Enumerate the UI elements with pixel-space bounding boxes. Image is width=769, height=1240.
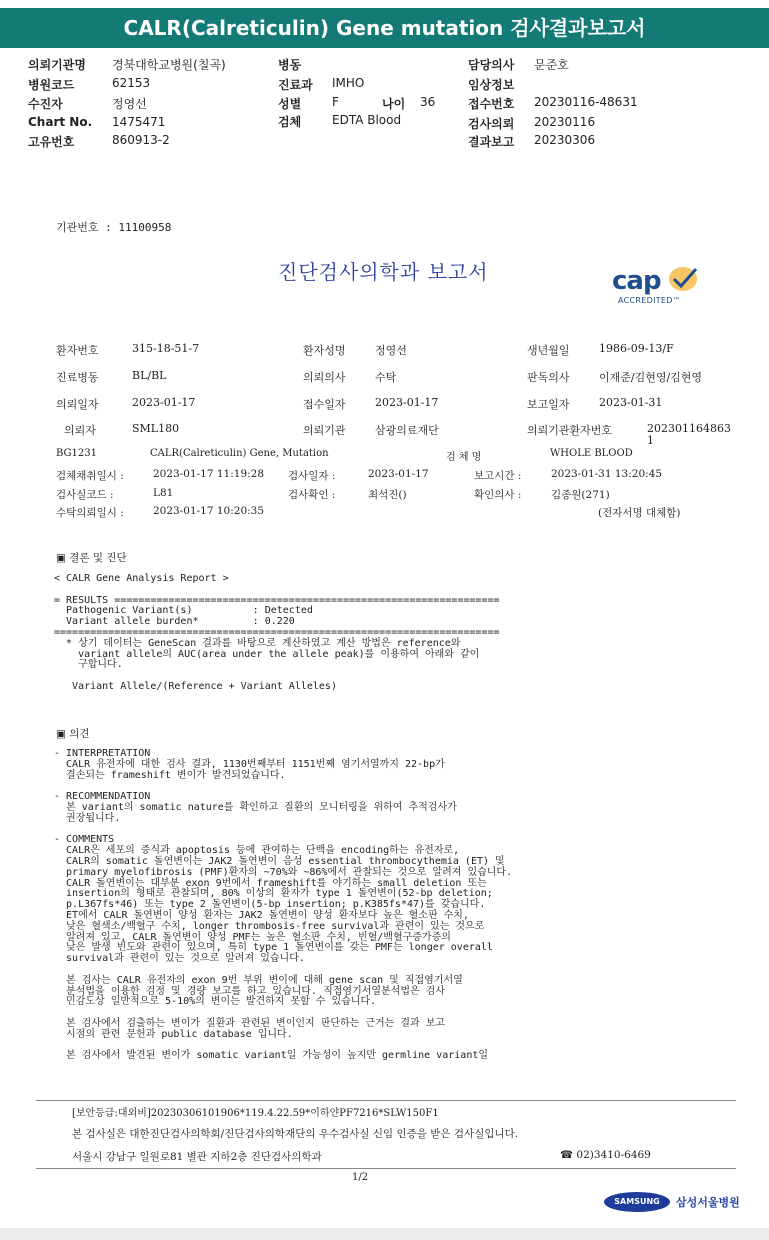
header-key: 수진자 [28, 97, 63, 111]
result-body: < CALR Gene Analysis Report > = RESULTS ================================================================ Pathogenic Variant(s) : Detected Variant allele burden* : 0.220 ========================================================================== * 상기 데이터는 GeneScan 결과를 바탕으로 계산하였고 계산 방법은 reference와 variant allele의 AUC(area under the allele peak)를 이용하여 아래와 같이 구합니다. Variant Allele/(Reference + Variant Alleles) [54, 573, 500, 692]
patient-field: 의뢰의사 [303, 371, 346, 384]
header-value: 860913-2 [112, 133, 170, 147]
lab-phone: ☎ 02)3410-6469 [560, 1149, 651, 1161]
header-value: 62153 [112, 75, 151, 90]
lab-field: 2023-01-17 11:19:28 [153, 468, 265, 480]
lab-field: 검사실코드 : [56, 489, 114, 501]
header-key: 담당의사 [468, 58, 515, 72]
samsung-hospital-logo [604, 1188, 744, 1218]
test-name: CALR(Calreticulin) Gene, Mutation [150, 448, 329, 459]
lab-field: L81 [153, 487, 174, 499]
header-key: 검체 [278, 115, 302, 129]
header-key: 고유번호 [28, 135, 75, 149]
security-line: [보안등급:대외비]20230306101906*119.4.22.59*이하얀PF7216*SLW150F1 [72, 1108, 439, 1119]
header-key: 나이 [382, 97, 406, 111]
lab-field: 2023-01-31 13:20:45 [551, 468, 663, 480]
patient-field: 의뢰일자 [56, 398, 99, 411]
header-value: F [332, 95, 339, 109]
patient-field: 진료병동 [56, 371, 99, 384]
header-value: EDTA Blood [332, 113, 402, 127]
patient-field: 2023-01-31 [599, 396, 663, 409]
patient-field: 의뢰기관환자번호 [527, 424, 613, 437]
patient-field: 1986-09-13/F [599, 342, 674, 355]
e-signature-note: (전자서명 대체함) [598, 507, 681, 519]
header-key: Chart No. [28, 115, 93, 129]
page-bottom-edge [0, 1228, 769, 1240]
header-value: 경북대학교병원(칠곡) [112, 58, 226, 72]
header-key: 병원코드 [28, 77, 75, 92]
footer-divider-2 [36, 1168, 736, 1169]
specimen-label: 검 체 명 [446, 452, 482, 463]
cap-accredited-logo [612, 262, 712, 310]
test-code: BG1231 [56, 448, 97, 459]
header-value: IMHO [332, 75, 365, 90]
header-value: 정영선 [112, 97, 147, 111]
header-key: 결과보고 [468, 135, 515, 149]
lab-field: 검사일자 : [288, 470, 336, 482]
report-title-bar: CALR(Calreticulin) Gene mutation 검사결과보고서 [0, 8, 769, 48]
cap-logo-text: cap [612, 266, 661, 296]
patient-field: 2023-01-17 [375, 396, 439, 409]
check-icon [666, 264, 700, 294]
header-key: 의뢰기관명 [28, 58, 86, 72]
header-value: 1475471 [112, 115, 166, 129]
header-key: 진료과 [278, 77, 313, 92]
patient-field: 환자번호 [56, 344, 99, 357]
patient-field: 생년월일 [527, 344, 570, 357]
lab-field: 최석진() [368, 489, 407, 501]
header-key: 병동 [278, 58, 302, 72]
patient-field: 판독의사 [527, 371, 570, 384]
specimen-value: WHOLE BLOOD [550, 448, 633, 459]
header-value: 20230116-48631 [534, 95, 638, 109]
lab-field: 2023-01-17 [368, 468, 429, 480]
patient-field: 보고일자 [527, 398, 570, 411]
header-value: 20230306 [534, 133, 596, 147]
opinion-body: - INTERPRETATION CALR 유전자에 대한 검사 결과, 1130번째부터 1151번째 염기서열까지 22-bp가 결손되는 frameshift 변이가 발견되었습니다. - RECOMMENDATION 본 variant의 somatic nature를 확인하고 질환의 모니터링을 위하여 추적검사가 권장됩니다. - COMMENTS CALR은 세포의 증식과 apoptosis 등에 관여하는 단백을 encoding하는 유전자로, CALR의 somatic 돌연변이는 JAK2 돌연변이 음성 essential thrombocythemia (ET) 및 primary myelofibrosis (PMF)환자의 ~70%와 ~86%에서 관찰되는 것으로 알려져 있습니다. CALR 돌연변이는 대부분 exon 9번에서 frameshift를 야기하는 small deletion 또는 insertion의 형태로 관찰되며, 80% 이상의 환자가 type 1 돌연변이(52-bp deletion; p.L367fs*46) 또는 type 2 돌연변이(5-bp insertion; p.K385fs*47)를 갖습니다. ET에서 CALR 돌연변이 양성 환자는 JAK2 돌연변이 양성 환자보다 높은 혈소판 수치, 낮은 혈색소/백혈구 수치, longer thrombosis-free survival과 관련이 있는 것으로 알려져 있고, CALR 돌연변이 양성 PMF는 높은 혈소판 수치, 빈혈/백혈구증가증의 낮은 발생 빈도와 관련이 있으며, 특히 type 1 돌연변이를 갖는 PMF는 longer overall survival과 관련이 있는 것으로 알려져 있습니다. 본 검사는 CALR 유전자의 exon 9번 부위 변이에 대해 gene scan 및 직접염기서열 분석법을 이용한 검정 및 경량 보고를 하고 있습니다. 직접염기서열분석법은 검사 민감도상 일반적으로 5-10%의 변이는 발견하지 못할 수 있습니다. 본 검사에서 검출하는 변이가 질환과 관련된 변이인지 판단하는 근거는 결과 보고 시점의 관련 문헌과 public database 입니다. 본 검사에서 발견된 변이가 somatic variant일 가능성이 높지만 germline variant일 [54, 748, 513, 1062]
lab-field: 수탁의뢰일시 : [56, 507, 124, 519]
patient-field: 접수일자 [303, 398, 346, 411]
header-key: 임상정보 [468, 77, 515, 92]
page-number: 1/2 [352, 1172, 369, 1183]
header-key: 접수번호 [468, 97, 515, 111]
patient-field: 의뢰자 [64, 424, 96, 437]
patient-field: 315-18-51-7 [132, 342, 200, 355]
opinion-section-title: ▣ 의견 [56, 728, 90, 740]
patient-field: 의뢰기관 [303, 424, 346, 437]
patient-field: 정영선 [375, 344, 407, 357]
lab-report-title: 진단검사의학과 보고서 [278, 260, 489, 284]
header-value: 20230116 [534, 115, 596, 129]
patient-field: 202301164863 [647, 422, 731, 435]
cap-accredited-text: ACCREDITED™ [618, 296, 682, 305]
patient-field: 1 [647, 434, 654, 447]
lab-field: 김종원(271) [551, 489, 610, 501]
patient-field: 삼광의료재단 [375, 424, 439, 437]
lab-field: 검사확인 : [288, 489, 336, 501]
certification-text: 본 검사실은 대한진단검사의학회/진단검사의학재단의 우수검사실 신임 인증을 받은 검사실입니다. [72, 1128, 519, 1140]
lab-field: 2023-01-17 10:20:35 [153, 505, 265, 517]
header-key: 성별 [278, 97, 302, 111]
lab-address: 서울시 강남구 일원로81 별관 지하2층 진단검사의학과 [72, 1151, 322, 1163]
hospital-name: 삼성서울병원 [676, 1196, 740, 1209]
footer-divider [36, 1100, 736, 1101]
samsung-brand-logo: SAMSUNG [604, 1192, 670, 1212]
patient-field: 수탁 [375, 371, 397, 384]
header-value: 36 [420, 95, 436, 109]
patient-field: 이재준/김현영/김현영 [599, 371, 703, 384]
patient-field: 환자성명 [303, 344, 346, 357]
patient-field: BL/BL [132, 369, 167, 382]
result-section-title: ▣ 결론 및 진단 [56, 552, 127, 564]
institution-number: 기관번호 : 11100958 [56, 221, 172, 234]
lab-field: 보고시간 : [474, 470, 522, 482]
patient-field: 2023-01-17 [132, 396, 196, 409]
lab-field: 검체채취일시 : [56, 470, 124, 482]
header-key: 검사의뢰 [468, 117, 515, 131]
patient-field: SML180 [132, 422, 180, 435]
header-value: 문준호 [534, 58, 569, 72]
lab-field: 확인의사 : [474, 489, 522, 501]
